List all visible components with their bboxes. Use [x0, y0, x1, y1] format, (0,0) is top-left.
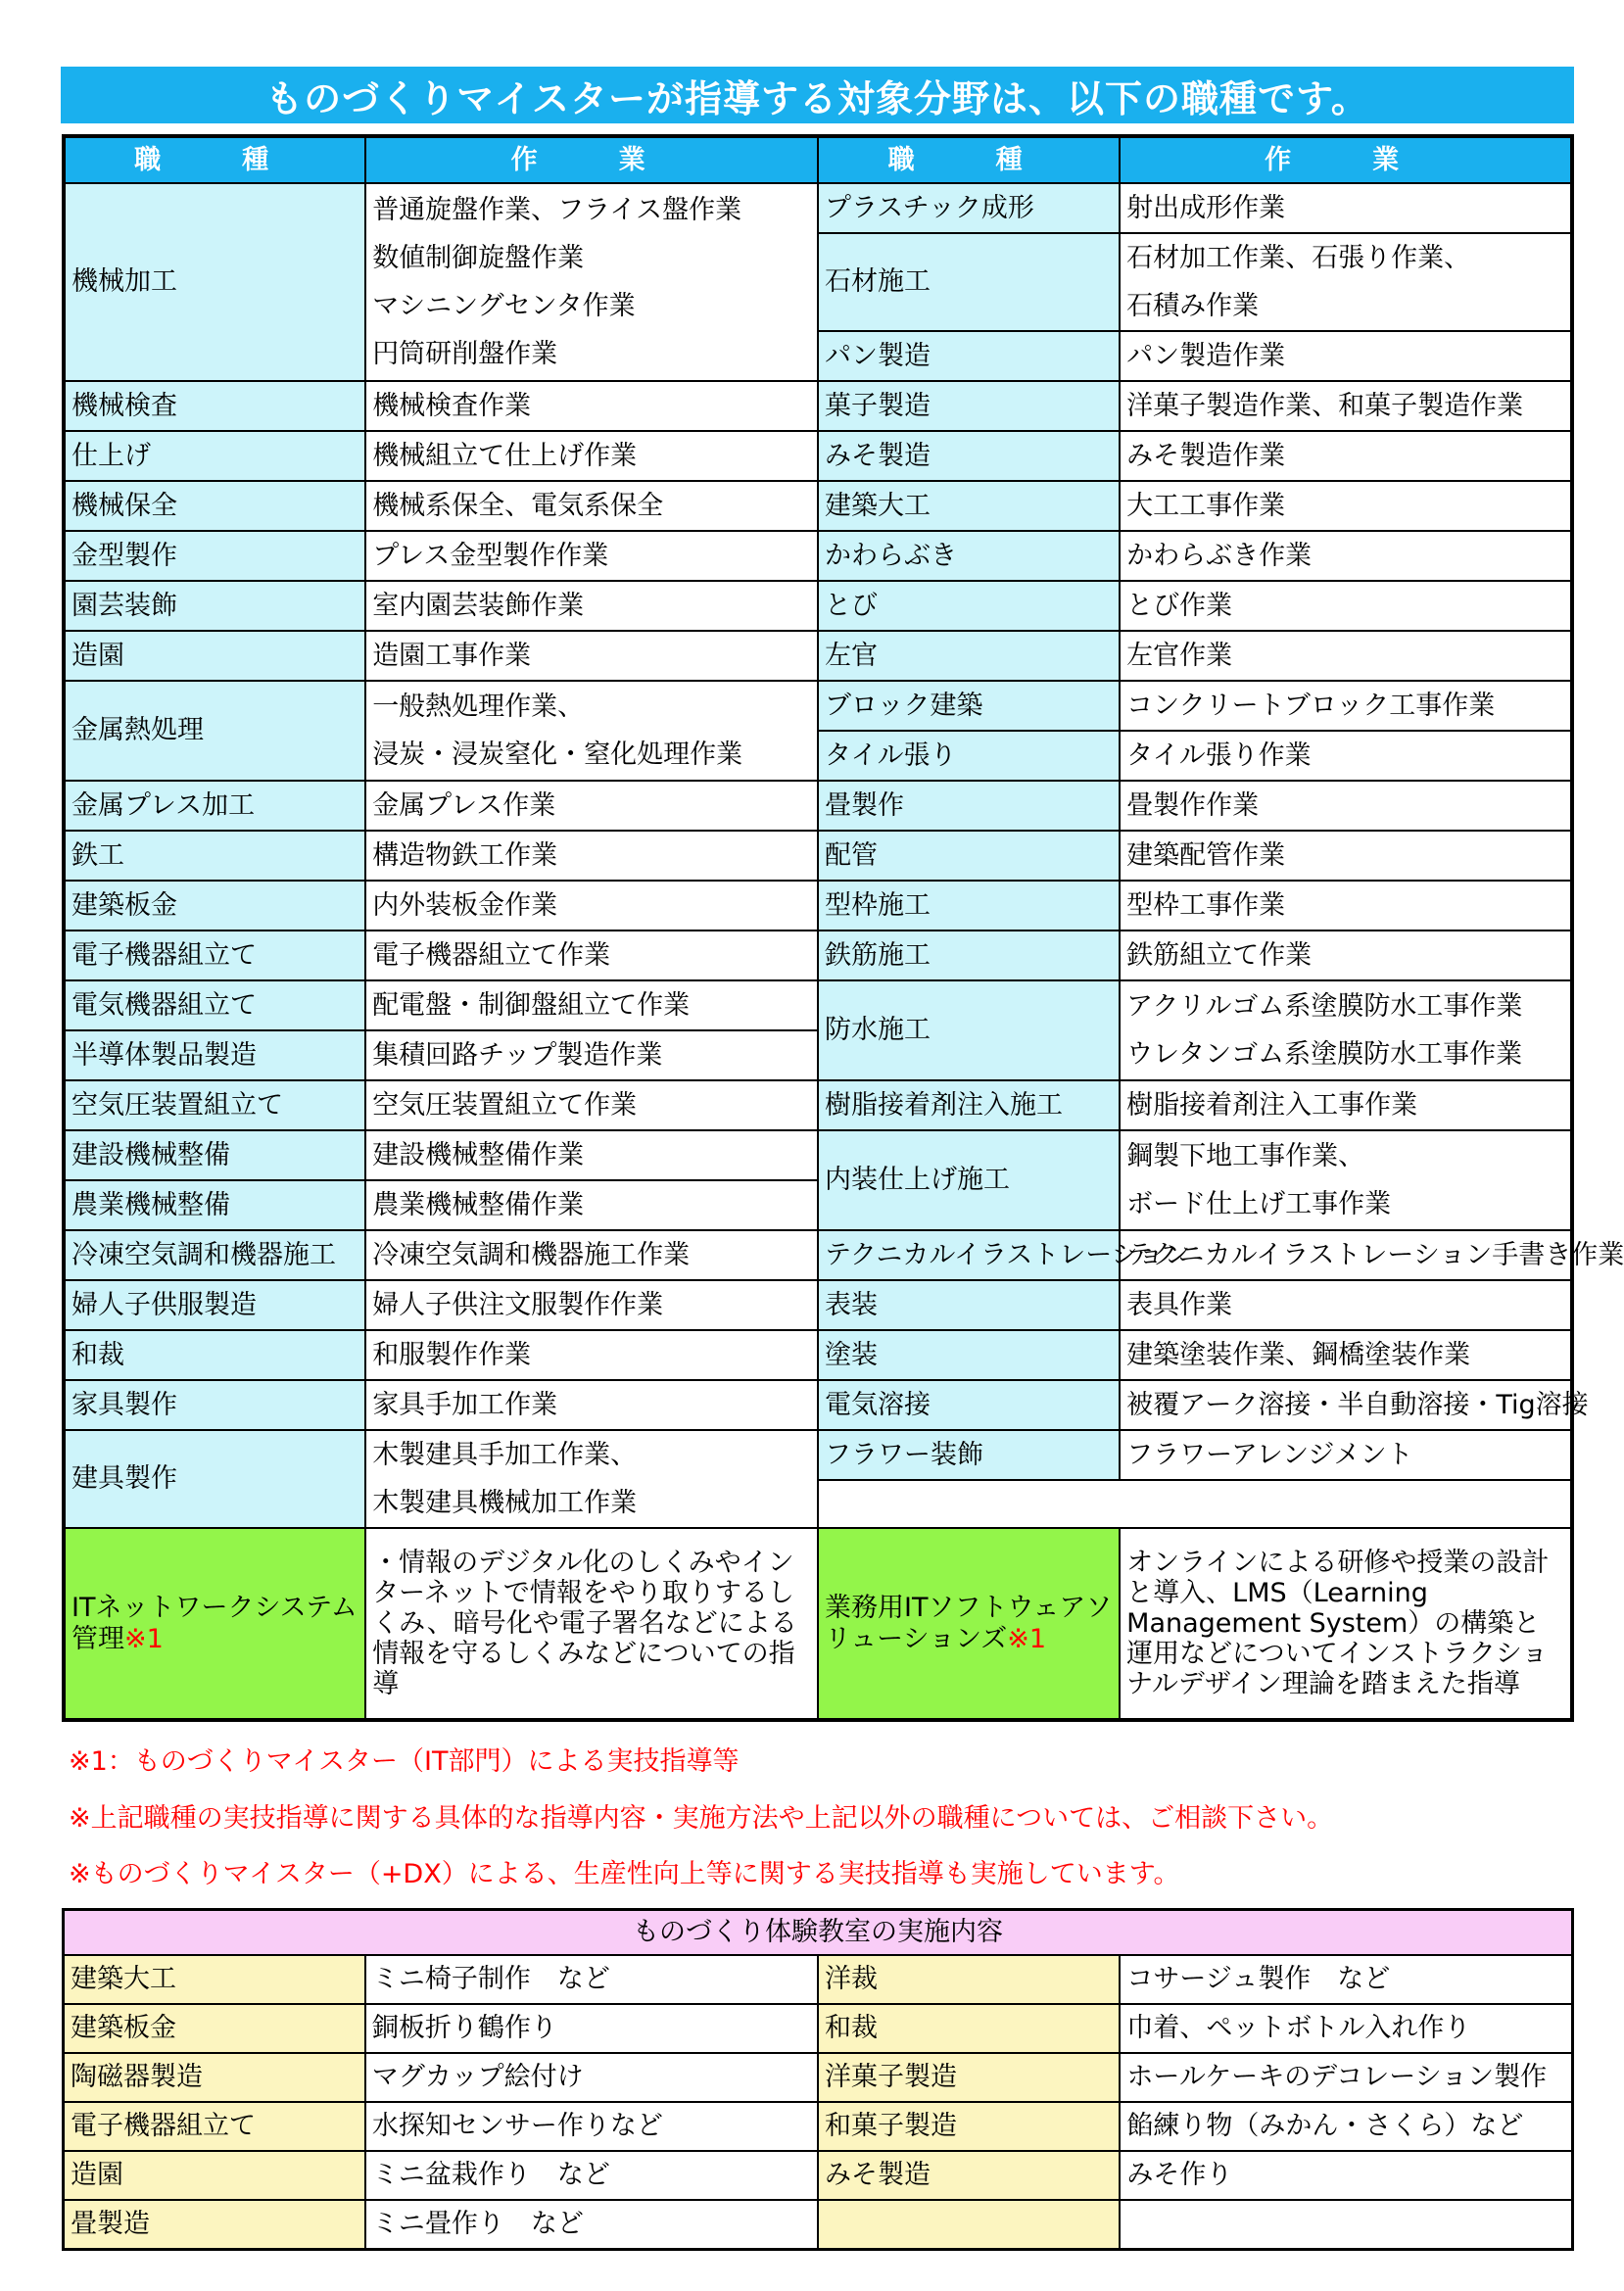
right-it-job-cell [818, 1528, 1120, 1720]
left-job-cell: 和裁 [64, 1330, 365, 1380]
work-line: 空気圧装置組立て作業 [372, 1089, 638, 1121]
work-line: 建設機械整備作業 [372, 1139, 585, 1170]
right-work-cell [1120, 731, 1572, 781]
work-line: かわらぶき作業 [1126, 540, 1313, 571]
right-job-cell: かわらぶき [818, 531, 1120, 581]
right-job-cell: テクニカルイラストレーション [818, 1230, 1120, 1280]
right-work-cell [1120, 1080, 1572, 1130]
experience-content-cell: ミニ椅子制作 など [365, 1955, 818, 2004]
work-line: 左官作業 [1126, 640, 1233, 671]
right-job-cell: 防水施工 [818, 980, 1120, 1080]
footnote-it: ※1：ものづくりマイスター（IT部門）による実技指導等 [69, 1746, 740, 1777]
left-work-cell [365, 980, 818, 1030]
experience-content-cell: ミニ盆栽作り など [365, 2151, 818, 2200]
left-job-cell: 建築板金 [64, 881, 365, 931]
left-job-cell: 機械保全 [64, 481, 365, 531]
right-job-cell: 石材施工 [818, 233, 1120, 331]
work-line: 婦人子供注文服製作作業 [372, 1289, 664, 1320]
left-job-cell: 電子機器組立て [64, 931, 365, 980]
experience-job-cell: 洋裁 [818, 1955, 1120, 2004]
right-work-cell [1120, 831, 1572, 881]
experience-job-cell: 建築板金 [64, 2004, 365, 2053]
right-work-cell [1120, 431, 1572, 481]
left-job-cell: 機械検査 [64, 381, 365, 431]
left-it-job-cell [64, 1528, 365, 1720]
left-job-cell: 婦人子供服製造 [64, 1280, 365, 1330]
work-line: 和服製作作業 [372, 1339, 532, 1370]
right-work-cell [1120, 331, 1572, 381]
header-work: 作 業 [365, 136, 818, 183]
right-work-cell [1120, 980, 1572, 1080]
right-it-work-cell [1120, 1528, 1572, 1720]
left-job-cell: 家具製作 [64, 1380, 365, 1430]
work-line: 機械組立て仕上げ作業 [372, 440, 638, 471]
experience-content-cell: みそ作り [1120, 2151, 1572, 2200]
left-work-cell [365, 631, 818, 681]
left-work-cell [365, 481, 818, 531]
right-job-cell: プラスチック成形 [818, 183, 1120, 233]
left-work-cell [365, 681, 818, 781]
work-line: 洋菓子製造作業、和菓子製造作業 [1126, 390, 1524, 421]
work-line: 畳製作作業 [1126, 789, 1260, 821]
work-line: タイル張り作業 [1126, 740, 1312, 771]
experience-content-cell: ホールケーキのデコレーション製作 [1120, 2053, 1572, 2102]
left-job-cell: 半導体製品製造 [64, 1030, 365, 1080]
left-job-cell: 機械加工 [64, 183, 365, 381]
work-line: 構造物鉄工作業 [372, 839, 558, 871]
experience-content-cell: 銅板折り鶴作り [365, 2004, 818, 2053]
work-line: 機械検査作業 [372, 390, 532, 421]
work-line: 被覆アーク溶接・半自動溶接・Tig溶接 [1126, 1389, 1589, 1420]
experience-content-cell: 巾着、ペットボトル入れ作り [1120, 2004, 1572, 2053]
experience-job-cell: 造園 [64, 2151, 365, 2200]
experience-content-cell: 水探知センサー作りなど [365, 2102, 818, 2151]
right-job-cell: 型枠施工 [818, 881, 1120, 931]
right-job-cell: 菓子製造 [818, 381, 1120, 431]
work-line: 石積み作業 [1126, 290, 1260, 321]
work-line: とび作業 [1126, 590, 1233, 621]
left-work-cell [365, 1230, 818, 1280]
experience-table [62, 1908, 1574, 2251]
left-work-cell [365, 381, 818, 431]
left-work-cell [365, 1380, 818, 1430]
work-line: フラワーアレンジメント [1126, 1439, 1413, 1470]
work-line: 木製建具機械加工作業 [372, 1487, 638, 1518]
left-work-cell [365, 1330, 818, 1380]
right-work-cell [1120, 1280, 1572, 1330]
experience-content-cell: 餡練り物（みかん・さくら）など [1120, 2102, 1572, 2151]
work-line: 建築塗装作業、鋼橋塗装作業 [1126, 1339, 1471, 1370]
left-job-cell: 鉄工 [64, 831, 365, 881]
work-line: 電子機器組立て作業 [372, 939, 611, 971]
work-line: 大工工事作業 [1126, 490, 1286, 521]
work-line: パン製造作業 [1126, 340, 1286, 371]
right-work-cell [1120, 1330, 1572, 1380]
work-line: 農業機械整備作業 [372, 1189, 585, 1220]
right-work-cell [1120, 1430, 1572, 1480]
right-work-cell [1120, 631, 1572, 681]
left-job-cell: 電気機器組立て [64, 980, 365, 1030]
page-title: ものづくりマイスターが指導する対象分野は、以下の職種です。 [61, 67, 1574, 123]
left-job-cell: 造園 [64, 631, 365, 681]
experience-job-cell: 和裁 [818, 2004, 1120, 2053]
right-job-cell: とび [818, 581, 1120, 631]
experience-content-cell: マグカップ絵付け [365, 2053, 818, 2102]
right-job-cell: みそ製造 [818, 431, 1120, 481]
left-work-cell [365, 183, 818, 381]
experience-job-cell: 電子機器組立て [64, 2102, 365, 2151]
work-line: 表具作業 [1126, 1289, 1233, 1320]
left-work-cell [365, 931, 818, 980]
left-work-cell [365, 1130, 818, 1180]
left-work-cell [365, 881, 818, 931]
work-line: 機械系保全、電気系保全 [372, 490, 664, 521]
right-it-work-cell-text: オンラインによる研修や授業の設計と導入、LMS（Learning Management System）の構築と運用などについてインストラクショナルデザイン理論を踏まえた指導 [1126, 1547, 1550, 1700]
left-job-cell: 仕上げ [64, 431, 365, 481]
right-job-cell: 左官 [818, 631, 1120, 681]
right-work-cell [1120, 183, 1572, 233]
work-line: 造園工事作業 [372, 640, 532, 671]
left-it-work-cell-text: ・情報のデジタル化のしくみやインターネットで情報をやり取りするしくみ、暗号化や電子署名などによる情報を守るしくみなどについての指導 [372, 1547, 797, 1700]
work-line: 射出成形作業 [1126, 192, 1286, 223]
header-job: 職 種 [64, 136, 365, 183]
left-work-cell [365, 431, 818, 481]
left-job-cell: 空気圧装置組立て [64, 1080, 365, 1130]
right-work-cell [1120, 531, 1572, 581]
work-line: 金属プレス作業 [372, 789, 556, 821]
experience-content-cell [1120, 2200, 1572, 2249]
right-job-cell: 畳製作 [818, 781, 1120, 831]
right-job-cell: 電気溶接 [818, 1380, 1120, 1430]
right-work-cell [1120, 581, 1572, 631]
work-line: 冷凍空気調和機器施工作業 [372, 1239, 691, 1270]
left-work-cell [365, 1430, 818, 1528]
right-work-cell [1120, 931, 1572, 980]
footnote-mark: ※1 [1007, 1623, 1047, 1654]
footnote-dx: ※ものづくりマイスター（+DX）による、生産性向上等に関する実技指導も実施しています。 [69, 1859, 1180, 1889]
left-work-cell [365, 1180, 818, 1230]
left-it-job-cell-text: ITネットワークシステム管理 [72, 1593, 358, 1654]
work-line: 室内園芸装飾作業 [372, 590, 585, 621]
right-job-cell: 建築大工 [818, 481, 1120, 531]
experience-content-cell: コサージュ製作 など [1120, 1955, 1572, 2004]
work-line: 内外装板金作業 [372, 889, 558, 921]
work-line: 浸炭・浸炭窒化・窒化処理作業 [372, 739, 743, 770]
work-line: プレス金型製作作業 [372, 540, 609, 571]
work-line: 家具手加工作業 [372, 1389, 558, 1420]
experience-job-cell: 陶磁器製造 [64, 2053, 365, 2102]
right-job-cell: パン製造 [818, 331, 1120, 381]
left-job-cell: 金型製作 [64, 531, 365, 581]
work-line: 普通旋盤作業、フライス盤作業 [372, 194, 742, 225]
experience-job-cell: 洋菓子製造 [818, 2053, 1120, 2102]
experience-job-cell: 建築大工 [64, 1955, 365, 2004]
left-work-cell [365, 781, 818, 831]
header-work: 作 業 [1120, 136, 1572, 183]
footnote-mark: ※1 [124, 1623, 164, 1654]
left-work-cell [365, 581, 818, 631]
right-work-cell [1120, 381, 1572, 431]
experience-job-cell: 和菓子製造 [818, 2102, 1120, 2151]
right-job-cell: タイル張り [818, 731, 1120, 781]
experience-job-cell [818, 2200, 1120, 2249]
left-work-cell [365, 1080, 818, 1130]
header-job: 職 種 [818, 136, 1120, 183]
work-line: 鉄筋組立て作業 [1126, 939, 1313, 971]
work-line: みそ製造作業 [1126, 440, 1286, 471]
right-job-cell: 鉄筋施工 [818, 931, 1120, 980]
left-job-cell: 金属プレス加工 [64, 781, 365, 831]
right-job-cell: フラワー装飾 [818, 1430, 1120, 1480]
right-work-cell [1120, 1130, 1572, 1230]
work-line: マシニングセンタ作業 [372, 290, 636, 321]
experience-job-cell: みそ製造 [818, 2151, 1120, 2200]
work-line: 集積回路チップ製造作業 [372, 1039, 663, 1071]
left-work-cell [365, 831, 818, 881]
right-work-cell [1120, 681, 1572, 731]
work-line: 円筒研削盤作業 [372, 338, 558, 369]
left-job-cell: 冷凍空気調和機器施工 [64, 1230, 365, 1280]
work-line: アクリルゴム系塗膜防水工事作業 [1126, 990, 1523, 1022]
work-line: コンクリートブロック工事作業 [1126, 690, 1496, 721]
left-job-cell: 建設機械整備 [64, 1130, 365, 1180]
work-line: 建築配管作業 [1126, 839, 1286, 871]
occupation-table [62, 134, 1624, 1722]
right-job-cell: 内装仕上げ施工 [818, 1130, 1120, 1230]
left-work-cell [365, 1280, 818, 1330]
work-line: 鋼製下地工事作業、 [1126, 1140, 1365, 1171]
footnote-consult: ※上記職種の実技指導に関する具体的な指導内容・実施方法や上記以外の職種については、ご相談下さい。 [69, 1803, 1334, 1834]
left-work-cell [365, 531, 818, 581]
left-job-cell: 農業機械整備 [64, 1180, 365, 1230]
experience-job-cell: 畳製造 [64, 2200, 365, 2249]
right-work-cell [1120, 233, 1572, 331]
work-line: テクニカルイラストレーション手書き作業 [1126, 1239, 1624, 1270]
work-line: 型枠工事作業 [1126, 889, 1286, 921]
right-work-cell [1120, 1230, 1624, 1280]
left-it-work-cell [365, 1528, 818, 1720]
work-line: ウレタンゴム系塗膜防水工事作業 [1126, 1038, 1523, 1070]
left-work-cell [365, 1030, 818, 1080]
experience-title: ものづくり体験教室の実施内容 [64, 1910, 1573, 1956]
work-line: 配電盤・制御盤組立て作業 [372, 989, 691, 1021]
right-job-cell: 表装 [818, 1280, 1120, 1330]
work-line: 木製建具手加工作業、 [372, 1439, 638, 1470]
work-line: ボード仕上げ工事作業 [1126, 1188, 1392, 1219]
right-job-cell: 樹脂接着剤注入施工 [818, 1080, 1120, 1130]
work-line: 樹脂接着剤注入工事作業 [1126, 1089, 1418, 1121]
right-work-cell [1120, 481, 1572, 531]
work-line: 石材加工作業、石張り作業、 [1126, 242, 1471, 273]
work-line: 数値制御旋盤作業 [372, 242, 585, 273]
right-job-cell: 塗装 [818, 1330, 1120, 1380]
work-line: 一般熱処理作業、 [372, 691, 585, 722]
right-job-cell: ブロック建築 [818, 681, 1120, 731]
left-job-cell: 建具製作 [64, 1430, 365, 1528]
right-job-cell: 配管 [818, 831, 1120, 881]
right-work-cell [1120, 881, 1572, 931]
right-it-job-cell-text: 業務用ITソフトウェアソリューションズ [824, 1593, 1113, 1654]
right-work-cell [1120, 1380, 1589, 1430]
left-job-cell: 園芸装飾 [64, 581, 365, 631]
right-work-cell [1120, 781, 1572, 831]
experience-content-cell: ミニ畳作り など [365, 2200, 818, 2249]
left-job-cell: 金属熱処理 [64, 681, 365, 781]
